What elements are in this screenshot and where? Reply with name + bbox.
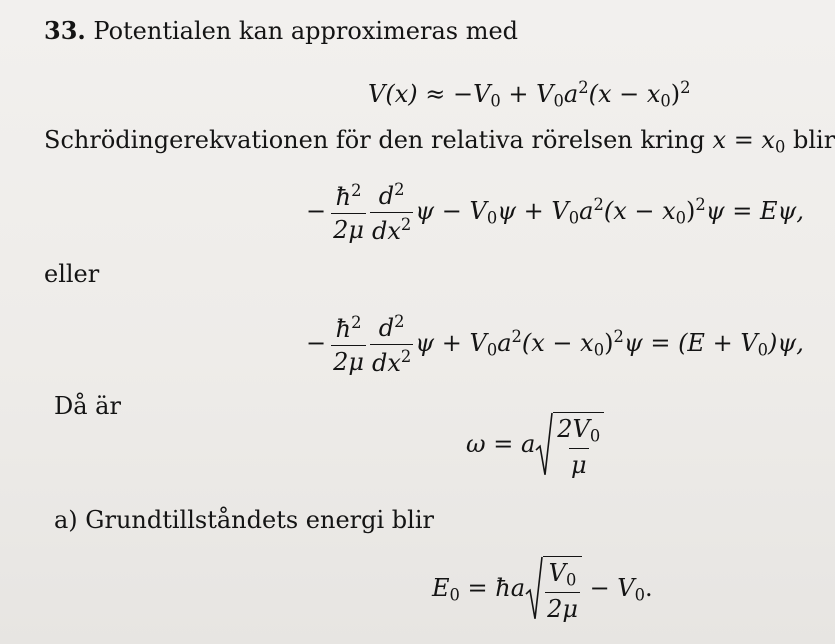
ground-state-energy-equation: $E_0$ = ħa $\frac{V_0}{2\mu}$ − $V_0$. (432, 556, 653, 623)
sqrt-symbol: $\frac{2V_0}{\mu}$ (535, 412, 604, 479)
potential-equation: $V(x) \approx -V_0 + V_0a^2(x - x_0)^2$ (368, 78, 691, 111)
problem-heading (44, 16, 518, 45)
hbar-fraction: $\frac{ħ^2}{2\mu}$ (333, 180, 364, 244)
schrodinger-equation-1: − $\frac{ħ^2}{2\mu}$ $\frac{d^2}{dx^2}$ $\psi - V_0\psi + V_0a^2(x - x_0)^2\psi = E\psi$, (306, 180, 804, 245)
schrodinger-sentence: Schrödingerekvationen för den relativa rörelsen kring $x = x_0$ blir (44, 126, 835, 157)
schrodinger-equation-2: − $\frac{ħ^2}{2\mu}$ $\frac{d^2}{dx^2}$ $\psi + V_0a^2(x - x_0)^2\psi = (E + V_0)\psi$, (306, 312, 804, 377)
da-ar-text: Då är (54, 392, 121, 420)
problem-number: 33. (44, 16, 86, 45)
eller-text: eller (44, 260, 100, 288)
part-a-text: a) Grundtillståndets energi blir (54, 506, 434, 534)
problem-intro: Potentialen kan approximeras med (93, 17, 519, 45)
second-derivative-fraction: $\frac{d^2}{dx^2}$ (371, 180, 412, 245)
omega-equation: ω = a $\frac{2V_0}{\mu}$ (466, 412, 604, 479)
